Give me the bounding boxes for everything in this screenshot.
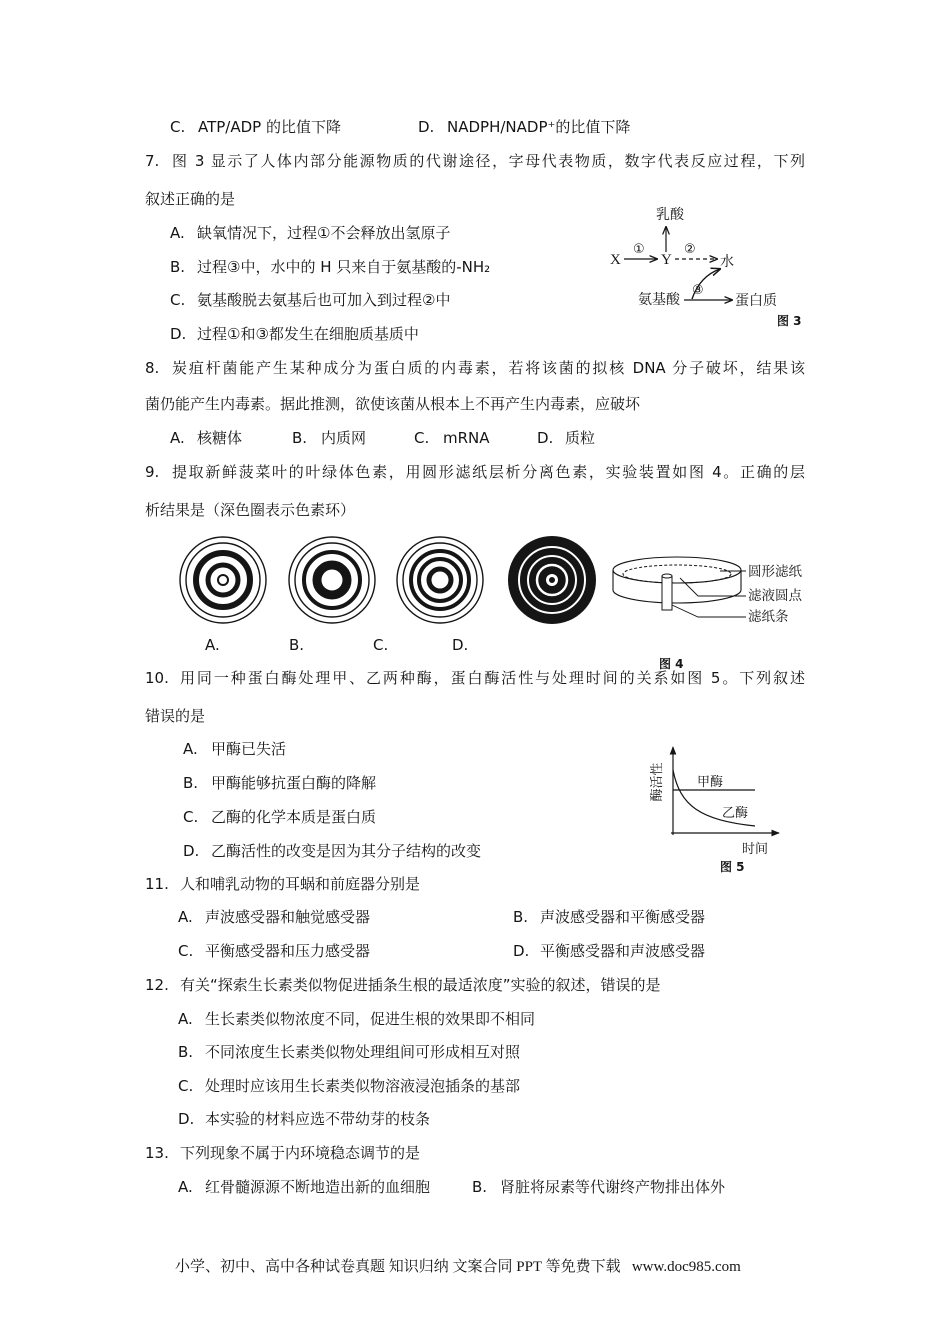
- q10-option-c: [183, 807, 376, 827]
- option-text: NADPH/NADP⁺的比值下降: [447, 118, 631, 136]
- q12-option-c: [178, 1076, 520, 1096]
- q13-options-row: [178, 1177, 725, 1197]
- q9-stem-line-1: [145, 462, 805, 482]
- q8-options-row: [170, 428, 595, 448]
- q11-option-d: [513, 941, 705, 961]
- option-text: 处理时应该用生长素类似物溶液浸泡插条的基部: [205, 1077, 521, 1095]
- q8-stem-line-2: 菌仍能产生内毒素。据此推测，欲使该菌从根本上不再产生内毒素，应破坏: [145, 395, 641, 413]
- q6-option-c: [170, 117, 418, 137]
- figure-5-caption: 图 5: [720, 860, 745, 874]
- q13-option-a: [178, 1177, 472, 1197]
- q12-option-a: [178, 1009, 535, 1029]
- option-text: 声波感受器和触觉感受器: [205, 908, 371, 926]
- enzyme-b-label: 乙酶: [722, 806, 749, 821]
- option-letter: B.: [292, 429, 308, 447]
- ring-pattern-c: [397, 537, 483, 623]
- ring-pattern-b: [289, 537, 375, 623]
- question-number: 12.: [145, 976, 169, 994]
- option-text: 氨基酸脱去氨基后也可加入到过程②中: [197, 291, 451, 309]
- option-letter: A.: [170, 224, 185, 242]
- q7-option-d: [170, 324, 419, 344]
- q11-option-b: [513, 907, 705, 927]
- ring-option-label-d: D.: [452, 636, 469, 654]
- question-number: 10.: [145, 669, 169, 687]
- wick-label: 滤纸条: [748, 609, 789, 625]
- option-text: 过程③中，水中的 H 只来自于氨基酸的-NH₂: [197, 258, 491, 276]
- option-text: 本实验的材料应选不带幼芽的枝条: [205, 1110, 431, 1128]
- question-stem: 图 3 显示了人体内部分能源物质的代谢途径，字母代表物质，数字代表反应过程，下列: [172, 152, 805, 170]
- option-letter: A.: [170, 429, 185, 447]
- option-text: 甲酶能够抗蛋白酶的降解: [211, 774, 377, 792]
- water-label: 水: [720, 254, 734, 270]
- option-letter: A.: [183, 740, 198, 758]
- q12-option-d: [178, 1109, 430, 1129]
- option-letter: B.: [178, 1043, 194, 1061]
- q11-options-row-1: [178, 907, 705, 927]
- option-letter: B.: [472, 1178, 488, 1196]
- ring-pattern-d: [508, 536, 596, 624]
- q7-option-b: [170, 257, 490, 277]
- q10-option-d: [183, 841, 481, 861]
- q10-stem-line-2: 错误的是: [145, 707, 206, 725]
- option-letter: D.: [178, 1110, 195, 1128]
- step-2-label: ②: [684, 242, 696, 257]
- option-letter: A.: [178, 908, 193, 926]
- ring-option-label-b: B.: [289, 636, 305, 654]
- filter-paper-label: 圆形滤纸: [748, 564, 802, 580]
- q11-options-row-2: [178, 941, 705, 961]
- figure-3-caption: 图 3: [777, 314, 802, 328]
- x-axis-label: 时间: [742, 842, 769, 857]
- sample-dot: [662, 574, 672, 578]
- page-footer: 小学、初中、高中各种试卷真题 知识归纳 文案合同 PPT 等免费下载 www.doc985.com: [175, 1259, 741, 1275]
- q13-stem: [145, 1143, 420, 1163]
- amino-acid-label: 氨基酸: [638, 292, 680, 308]
- option-letter: B.: [513, 908, 529, 926]
- figure-5-enzyme-activity-graph: [640, 740, 790, 875]
- option-letter: C.: [178, 942, 194, 960]
- option-letter: C.: [170, 291, 186, 309]
- question-stem: 下列现象不属于内环境稳态调节的是: [180, 1144, 421, 1162]
- q11-stem: [145, 874, 420, 894]
- option-letter: D.: [170, 325, 187, 343]
- q9-stem-line-2: 析结果是（深色圈表示色素环）: [145, 501, 356, 519]
- q10-option-b: [183, 773, 376, 793]
- q13-option-b: [472, 1177, 725, 1197]
- petri-dish-base: [613, 590, 741, 603]
- q7-stem-line-2: 叙述正确的是: [145, 190, 236, 208]
- q10-stem-line-1: [145, 668, 805, 688]
- q8-option-a: [170, 428, 292, 448]
- figure-4-ring-options: [170, 530, 600, 630]
- ring-option-label-a: A.: [205, 636, 220, 654]
- substance-y-label: Y: [661, 252, 672, 268]
- q12-stem: [145, 975, 661, 995]
- ring-pattern-a: [180, 537, 266, 623]
- option-text: 乙酶的化学本质是蛋白质: [211, 808, 377, 826]
- lactic-acid-label: 乳酸: [656, 207, 684, 223]
- question-stem: 炭疽杆菌能产生某种成分为蛋白质的内毒素，若将该菌的拟核 DNA 分子破坏，结果该: [172, 359, 805, 377]
- question-number: 7.: [145, 152, 160, 170]
- option-text: 平衡感受器和压力感受器: [205, 942, 371, 960]
- option-text: 缺氧情况下，过程①不会释放出氢原子: [197, 224, 451, 242]
- y-axis-label: 酶活性: [650, 762, 665, 802]
- q11-option-c: [178, 941, 513, 961]
- option-text: mRNA: [443, 429, 490, 447]
- figure-4-apparatus: [600, 550, 810, 630]
- option-text: 声波感受器和平衡感受器: [540, 908, 706, 926]
- q11-option-a: [178, 907, 513, 927]
- option-text: 红骨髓源源不断地造出新的血细胞: [205, 1178, 431, 1196]
- option-text: 肾脏将尿素等代谢终产物排出体外: [500, 1178, 726, 1196]
- option-letter: D.: [183, 842, 200, 860]
- option-text: 乙酶活性的改变是因为其分子结构的改变: [211, 842, 482, 860]
- ring-option-label-c: C.: [373, 636, 389, 654]
- option-text: 生长素类似物浓度不同，促进生根的效果即不相同: [205, 1010, 536, 1028]
- step-1-label: ①: [633, 242, 645, 257]
- q6-options-row: [170, 117, 630, 137]
- option-text: 质粒: [565, 429, 596, 447]
- q7-option-a: [170, 223, 450, 243]
- q7-stem-line-1: [145, 151, 805, 171]
- option-letter: A.: [178, 1178, 193, 1196]
- q6-option-d: [418, 117, 630, 137]
- question-stem: 用同一种蛋白酶处理甲、乙两种酶，蛋白酶活性与处理时间的关系如图 5。下列叙述: [180, 669, 805, 687]
- question-number: 9.: [145, 463, 160, 481]
- q8-option-d: [537, 428, 595, 448]
- option-letter: C.: [414, 429, 430, 447]
- question-number: 8.: [145, 359, 160, 377]
- q8-stem-line-1: [145, 358, 805, 378]
- option-letter: C.: [183, 808, 199, 826]
- protein-label: 蛋白质: [735, 293, 777, 309]
- option-letter: A.: [178, 1010, 193, 1028]
- question-number: 11.: [145, 875, 169, 893]
- question-stem: 提取新鲜菠菜叶的叶绿体色素，用圆形滤纸层析分离色素，实验装置如图 4。正确的层: [172, 463, 805, 481]
- option-letter: C.: [178, 1077, 194, 1095]
- option-text: 过程①和③都发生在细胞质基质中: [197, 325, 419, 343]
- option-text: 平衡感受器和声波感受器: [540, 942, 706, 960]
- option-text: 甲酶已失活: [211, 740, 287, 758]
- option-text: 内质网: [321, 429, 367, 447]
- option-text: 不同浓度生长素类似物处理组间可形成相互对照: [205, 1043, 521, 1061]
- option-text: 核糖体: [197, 429, 243, 447]
- q10-option-a: [183, 739, 286, 759]
- wick-strip: [662, 576, 672, 610]
- enzyme-a-label: 甲酶: [697, 775, 724, 790]
- q12-option-b: [178, 1042, 520, 1062]
- question-stem: 人和哺乳动物的耳蜗和前庭器分别是: [180, 875, 421, 893]
- sample-dot-label: 滤液圆点: [748, 588, 802, 604]
- option-letter: B.: [170, 258, 186, 276]
- option-letter: C.: [170, 118, 186, 136]
- question-stem: 有关“探索生长素类似物促进插条生根的最适浓度”实验的叙述，错误的是: [180, 976, 661, 994]
- q8-option-b: [292, 428, 414, 448]
- option-letter: D.: [513, 942, 530, 960]
- q7-option-c: [170, 290, 450, 310]
- substance-x-label: X: [610, 252, 621, 268]
- question-number: 13.: [145, 1144, 169, 1162]
- option-text: ATP/ADP 的比值下降: [198, 118, 341, 136]
- figure-3-metabolic-pathway: [600, 200, 810, 335]
- step-3-label: ③: [692, 283, 704, 298]
- figure-4-caption: 图 4: [659, 657, 684, 671]
- option-letter: B.: [183, 774, 199, 792]
- q8-option-c: [414, 428, 537, 448]
- option-letter: D.: [537, 429, 554, 447]
- option-letter: D.: [418, 118, 435, 136]
